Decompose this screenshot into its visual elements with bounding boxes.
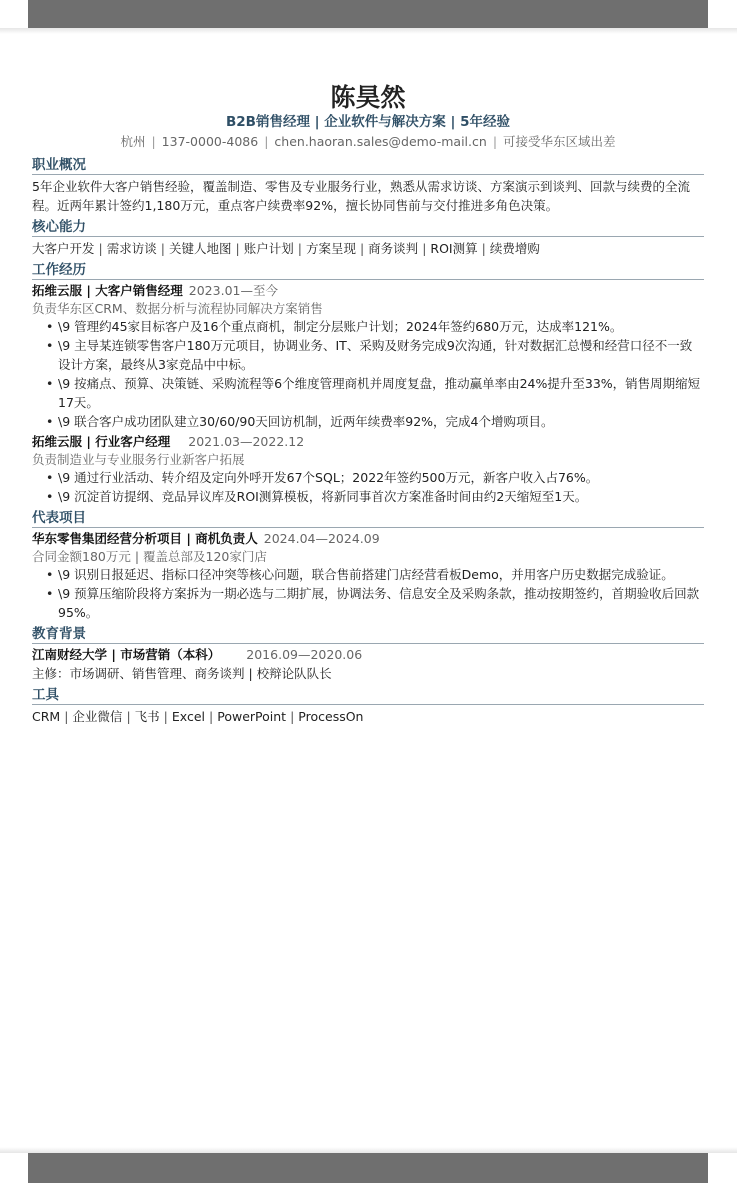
education-heading: [32, 645, 704, 664]
section-title-tools: 工具: [32, 687, 704, 705]
bullet-text: \9 主导某连锁零售客户180万元项目，协调业务、IT、采购及财务完成9次沟通，针对数据汇总慢和经营口径不一致设计方案，最终从3家竞品中中标。: [58, 338, 693, 372]
list-item: [46, 374, 704, 412]
contact-line: [32, 133, 704, 151]
tool-item: CRM: [32, 709, 61, 724]
bullet-text: \9 识别日报延迟、指标口径冲突等核心问题，联合售前搭建门店经营看板Demo，并用客户历史数据完成验证。: [58, 567, 674, 582]
tool-separator: |: [163, 709, 168, 724]
skill-separator: |: [359, 241, 365, 256]
bullet-dot-icon: •: [46, 338, 54, 353]
skill-item: ROI测算: [430, 241, 478, 256]
project-heading: [32, 529, 704, 548]
contact-phone: 137-0000-4086: [161, 134, 259, 149]
job-scope: 负责华东区CRM、数据分析与流程协同解决方案销售: [32, 301, 323, 316]
list-item: [46, 412, 704, 431]
job-bullets: [32, 468, 704, 506]
top-band: [28, 0, 708, 28]
skills-list: [32, 239, 704, 258]
list-item: [46, 584, 704, 622]
bullet-dot-icon: •: [46, 470, 54, 485]
bullet-dot-icon: •: [46, 567, 54, 582]
contact-separator: |: [492, 134, 498, 149]
skill-item: 需求访谈: [106, 241, 157, 256]
job-bullets: [32, 317, 704, 431]
skill-item: 续费增购: [489, 241, 540, 256]
section-title-education: 教育背景: [32, 626, 704, 644]
skill-item: 关键人地图: [168, 241, 232, 256]
bullet-dot-icon: •: [46, 319, 54, 334]
project-date: 2024.04—2024.09: [263, 531, 380, 546]
list-item: [46, 487, 704, 506]
job-org-title: 拓维云服 | 行业客户经理: [32, 434, 171, 449]
skill-separator: |: [235, 241, 240, 256]
job-org-title: 拓维云服 | 大客户销售经理: [32, 283, 183, 298]
tools-list: [32, 707, 704, 726]
bullet-dot-icon: •: [46, 489, 54, 504]
skill-separator: |: [422, 241, 427, 256]
candidate-name: 陈昊然: [330, 83, 406, 112]
tool-separator: |: [290, 709, 295, 724]
bullet-text: \9 按痛点、预算、决策链、采购流程等6个维度管理商机并周度复盘，推动赢单率由24%提升至33%，销售周期缩短17天。: [58, 376, 701, 410]
skill-separator: |: [98, 241, 103, 256]
skill-separator: |: [297, 241, 302, 256]
bullet-dot-icon: •: [46, 376, 54, 391]
project-scope: 合同金额180万元 | 覆盖总部及120家门店: [32, 549, 267, 564]
tool-item: Excel: [171, 709, 206, 724]
bullet-text: \9 预算压缩阶段将方案拆为一期必选与二期扩展，协调法务、信息安全及采购条款，推动按期签约，首期验收后回款95%。: [58, 586, 700, 620]
bullet-text: \9 联合客户成功团队建立30/60/90天回访机制，近两年续费率92%，完成4个增购项目。: [58, 414, 554, 429]
summary-text: 5年企业软件大客户销售经验，覆盖制造、零售及专业服务行业，熟悉从需求访谈、方案演示到谈判、回款与续费的全流程。近两年累计签约1,180万元，重点客户续费率92%，擅长协同售前与交付推进多角色决策。: [32, 179, 690, 213]
section-title-summary: 职业概况: [32, 157, 704, 175]
list-item: [46, 336, 704, 374]
list-item: [46, 565, 704, 584]
skill-item: 商务谈判: [368, 241, 419, 256]
contact-separator: |: [151, 134, 156, 149]
top-band-shadow: [0, 28, 737, 34]
bullet-text: \9 通过行业活动、转介绍及定向外呼开发67个SQL；2022年签约500万元，新客户收入占76%。: [58, 470, 599, 485]
tool-separator: |: [209, 709, 214, 724]
bullet-text: \9 沉淀首访提纲、竞品异议库及ROI测算模板，将新同事首次方案准备时间由约2天缩短至1天。: [58, 489, 588, 504]
skill-item: 大客户开发: [32, 241, 95, 256]
skill-item: 方案呈现: [305, 241, 356, 256]
tool-item: 企业微信: [72, 709, 123, 724]
resume-page: [32, 82, 704, 726]
contact-email: chen.haoran.sales@demo-mail.cn: [274, 134, 487, 149]
job-heading: [32, 281, 704, 300]
job-scope: 负责制造业与专业服务行业新客户拓展: [32, 452, 245, 467]
skill-separator: |: [481, 241, 486, 256]
job-date: 2023.01—至今: [188, 283, 278, 298]
tool-item: ProcessOn: [298, 709, 364, 724]
section-title-skills: 核心能力: [32, 219, 704, 237]
project-name-role: 华东零售集团经营分析项目 | 商机负责人: [32, 531, 258, 546]
skill-item: 账户计划: [243, 241, 294, 256]
section-title-experience: 工作经历: [32, 262, 704, 280]
tool-separator: |: [126, 709, 131, 724]
bullet-dot-icon: •: [46, 586, 54, 601]
education-detail: 主修：市场调研、销售管理、商务谈判 | 校辩论队队长: [32, 666, 332, 681]
section-title-projects: 代表项目: [32, 510, 704, 528]
education-date: 2016.09—2020.06: [246, 647, 363, 662]
school-major: 江南财经大学 | 市场营销（本科）: [32, 647, 221, 662]
job-date: 2021.03—2022.12: [188, 434, 305, 449]
list-item: [46, 317, 704, 336]
contact-separator: |: [264, 134, 269, 149]
tool-separator: |: [64, 709, 69, 724]
bullet-dot-icon: •: [46, 414, 54, 429]
contact-travel: 可接受华东区域出差: [503, 134, 616, 149]
bullet-text: \9 管理约45家目标客户及16个重点商机，制定分层账户计划；2024年签约680万元，达成率121%。: [58, 319, 623, 334]
bottom-band: [28, 1153, 708, 1183]
job-heading: [32, 432, 704, 451]
project-bullets: [32, 565, 704, 622]
list-item: [46, 468, 704, 487]
contact-city: 杭州: [120, 134, 146, 149]
skill-separator: |: [160, 241, 165, 256]
tool-item: 飞书: [134, 709, 160, 724]
tool-item: PowerPoint: [217, 709, 287, 724]
candidate-headline: B2B销售经理 | 企业软件与解决方案 | 5年经验: [225, 114, 511, 130]
